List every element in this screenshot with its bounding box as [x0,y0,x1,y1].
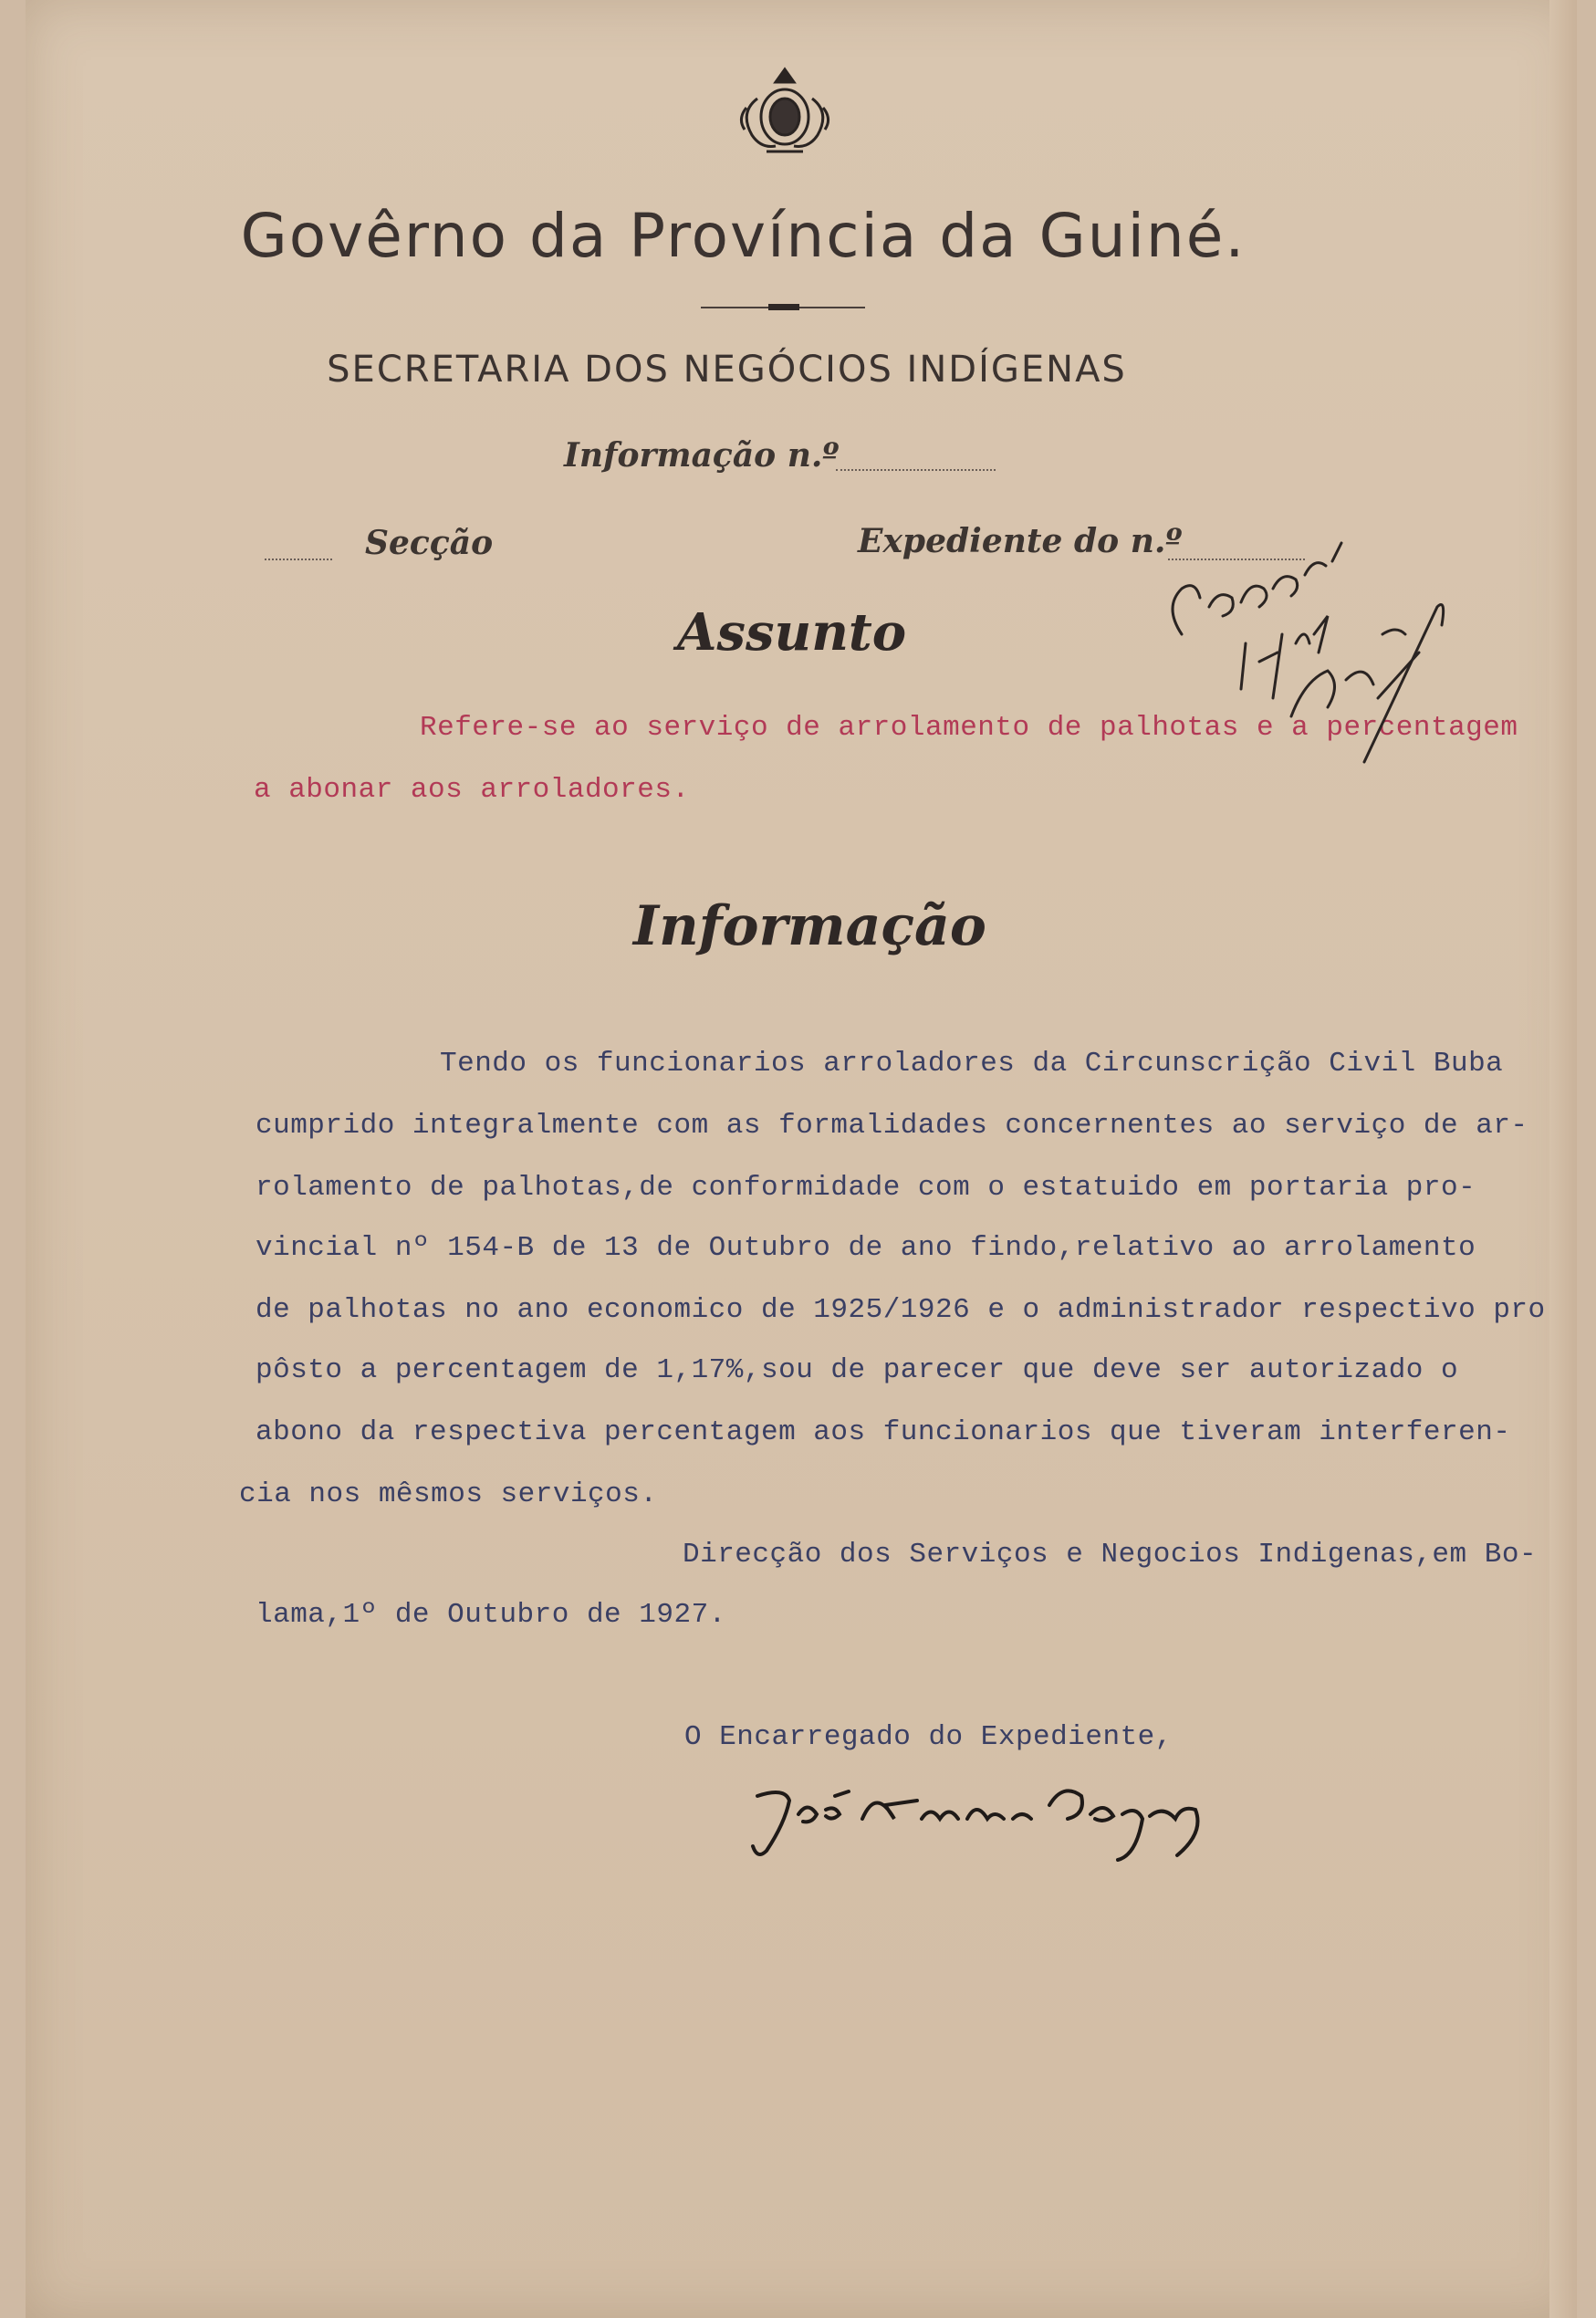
expediente-label: Expediente do n.º [858,522,1183,560]
closing-line: O Encarregado do Expediente, [684,1721,1173,1753]
assunto-line-1: Refere-se ao serviço de arrolamento de palhotas e a percentagem [420,712,1518,744]
informacao-number-field [836,469,996,471]
secao-label: Secção [365,524,494,562]
handwritten-approval-note [1145,525,1492,780]
title-divider-mark [768,304,799,310]
document-page [26,0,1577,2318]
paper-edge [1549,0,1577,2318]
body-line-2: cumprido integralmente com as formalidades concernentes ao serviço de ar- [256,1110,1528,1142]
informacao-heading: Informação [633,894,986,958]
body-line-7: abono da respectiva percentagem aos funcionarios que tiveram interferen- [256,1416,1511,1448]
body-line-9: Direcção dos Serviços e Negocios Indigenas,em Bo- [683,1539,1538,1571]
secao-number-field [265,559,332,560]
assunto-heading: Assunto [677,602,907,663]
body-line-3: rolamento de palhotas,de conformidade com o estatuido em portaria pro- [256,1172,1476,1204]
page-title: Govêrno da Província da Guiné. [240,201,1247,271]
body-line-10: lama,1º de Outubro de 1927. [256,1599,726,1631]
body-line-5: de palhotas no ano economico de 1925/1926 e o administrador respectivo pro [256,1294,1546,1326]
body-line-6: pôsto a percentagem de 1,17%,sou de parecer que deve ser autorizado o [256,1354,1459,1386]
department-name: SECRETARIA DOS NEGÓCIOS INDÍGENAS [327,349,1127,391]
informacao-number-label: Informação n.º [564,436,840,475]
coat-of-arms-emblem [730,62,840,162]
body-line-4: vincial nº 154-B de 13 de Outubro de ano findo,relativo ao arrolamento [256,1232,1476,1264]
assunto-line-2: a abonar aos arroladores. [254,774,690,806]
body-line-8: cia nos mêsmos serviços. [239,1478,658,1510]
body-line-1: Tendo os funcionarios arroladores da Circunscrição Civil Buba [440,1048,1504,1080]
handwritten-signature [748,1769,1223,1869]
